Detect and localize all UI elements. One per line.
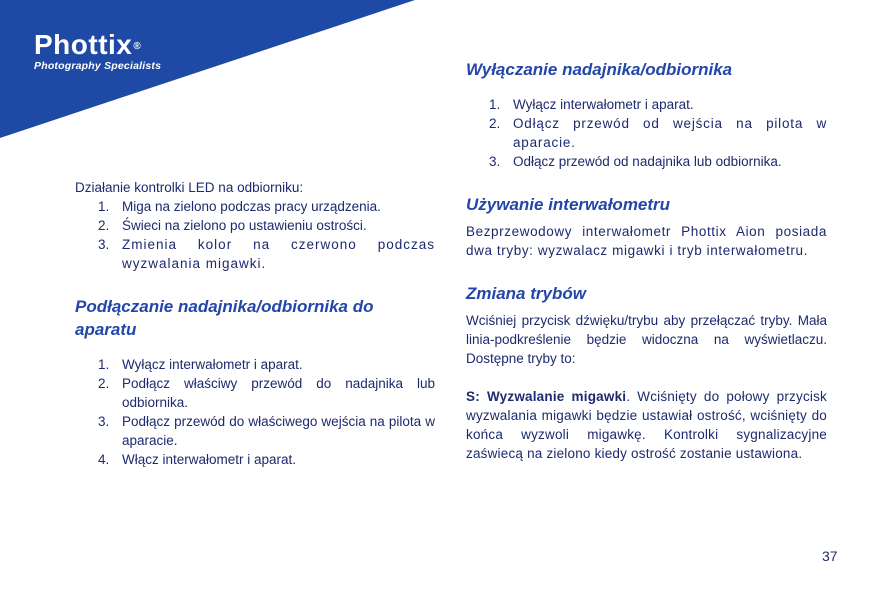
logo-wordmark: Phottix [34,29,133,60]
list-item [75,197,435,216]
list-text: Podłącz właściwy przewód do nadajnika lub odbiornika. [122,376,435,410]
shutter-mode-text: . Wciśnięty do połowy przycisk wyzwalania migawki będzie ustawiał ostrość, wciśnięty do końca wyzwoli migawkę. Kontrolki sygnalizacyjne zaświecą na zielono kiedy ostrość zostanie ustawiona. [466,389,827,461]
list-number: 3. [98,237,110,252]
right-column [466,58,827,463]
list-number: 3. [489,154,501,169]
list-text: Zmienia kolor na czerwono podczas wyzwalania migawki. [122,237,435,271]
list-item [75,235,435,273]
list-number: 2. [489,116,501,131]
list-item [75,412,435,450]
list-item [466,152,827,171]
list-text: Odłącz przewód od wejścia na pilota w aparacie. [513,116,827,150]
list-text: Miga na zielono podczas pracy urządzenia. [122,199,381,214]
list-item [466,95,827,114]
shutter-mode-paragraph [466,387,827,463]
modes-paragraph: Wciśniej przycisk dźwięku/trybu aby przełączać tryby. Mała linia-podkreślenie będzie widoczna na wyświetlaczu. Dostępne tryby to: [466,313,827,366]
usage-heading: Używanie interwałometru [466,195,671,214]
usage-paragraph: Bezprzewodowy interwałometr Phottix Aion posiada dwa tryby: wyzwalacz migawki i tryb interwałometru. [466,224,827,258]
list-text: Podłącz przewód do właściwego wejścia na pilota w aparacie. [122,414,435,448]
disconnect-list [466,95,827,171]
list-number: 3. [98,414,110,429]
page-number: 37 [822,548,838,564]
list-text: Włącz interwałometr i aparat. [122,452,297,467]
connect-list [75,355,435,469]
led-list [75,197,435,273]
logo-tagline: Photography Specialists [34,60,162,72]
list-number: 2. [98,376,110,391]
disconnect-heading: Wyłączanie nadajnika/odbiornika [466,60,733,79]
connect-heading: Podłączanie nadajnika/odbiornika do aparatu [75,297,374,339]
list-number: 1. [489,97,501,112]
list-text: Wyłącz interwałometr i aparat. [513,97,694,112]
list-item [75,450,435,469]
list-text: Świeci na zielono po ustawieniu ostrości. [122,218,367,233]
left-column [75,178,435,469]
registered-mark: ® [133,41,142,52]
list-number: 4. [98,452,110,467]
led-intro: Działanie kontrolki LED na odbiorniku: [75,180,304,195]
list-item [75,216,435,235]
list-number: 2. [98,218,110,233]
list-item [75,355,435,374]
shutter-mode-label: S: Wyzwalanie migawki [466,389,627,404]
list-text: Wyłącz interwałometr i aparat. [122,357,303,372]
list-item [75,374,435,412]
phottix-logo [34,30,161,72]
list-text: Odłącz przewód od nadajnika lub odbiornika. [513,154,782,169]
list-number: 1. [98,199,110,214]
list-item [466,114,827,152]
modes-heading: Zmiana trybów [466,284,586,303]
list-number: 1. [98,357,110,372]
